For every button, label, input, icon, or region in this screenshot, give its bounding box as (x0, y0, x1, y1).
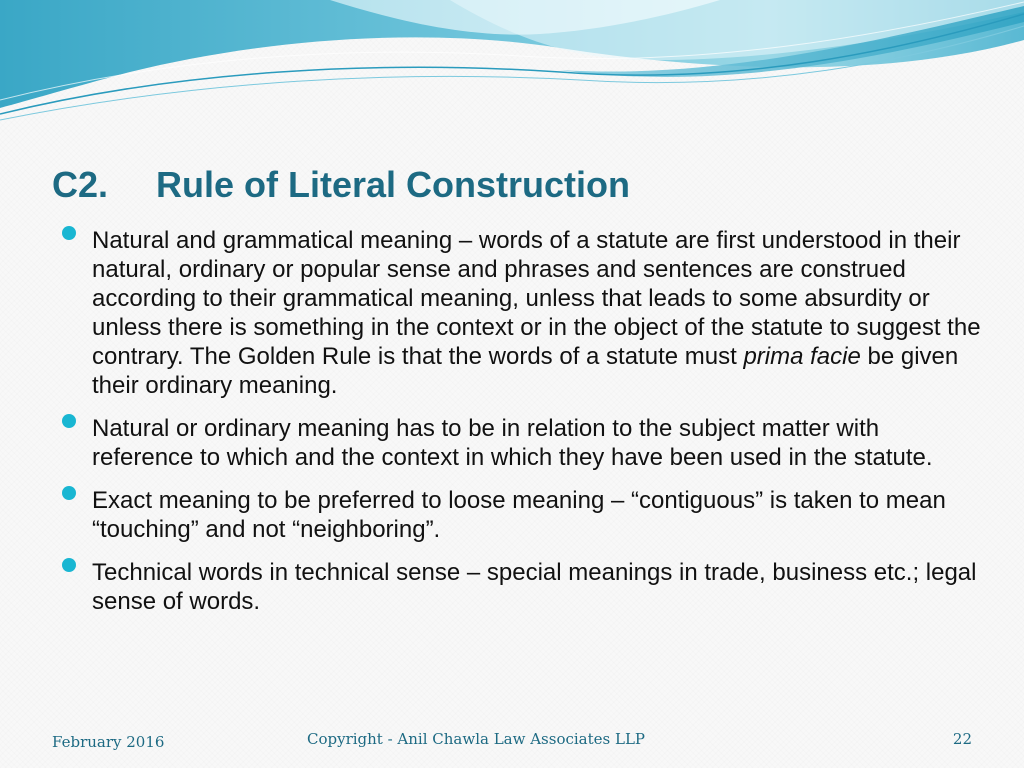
footer-copyright: Copyright - Anil Chawla Law Associates LLP (306, 730, 646, 748)
bullet-text: Technical words in technical sense – special meanings in trade, business etc.; legal sense of words. (92, 559, 977, 615)
slide-title (52, 163, 630, 207)
footer-page-number: 22 (952, 730, 972, 748)
title-number: C2. (52, 164, 109, 205)
header-wave-decoration (0, 0, 1024, 130)
bullet-text: Exact meaning to be preferred to loose meaning – “contiguous” is taken to mean “touching” and not “neighboring”. (92, 487, 946, 543)
title-text: Rule of Literal Construction (156, 164, 631, 205)
bullet-text-continued: be given their ordinary meaning. (92, 343, 959, 399)
bullet-item (62, 414, 982, 472)
bullet-item (62, 226, 982, 400)
bullet-dot-icon (62, 226, 76, 240)
bullet-text: Natural and grammatical meaning – words of a statute are first understood in their natural, ordinary or popular sense and phrases and sentences are construed according to their grammatical meaning, unless that leads to some absurdity or unless there is something in the context or in the object of the statute to suggest the contrary. The Golden Rule is that the words of a statute must (92, 227, 981, 370)
bullet-list (62, 226, 982, 630)
bullet-italic-text: prima facie (743, 343, 861, 370)
bullet-item (62, 486, 982, 544)
bullet-item (62, 558, 982, 616)
footer-date: February 2016 (52, 733, 165, 751)
bullet-text: Natural or ordinary meaning has to be in relation to the subject matter with reference to which and the context in which they have been used in the statute. (92, 415, 933, 471)
bullet-dot-icon (62, 486, 76, 500)
bullet-dot-icon (62, 558, 76, 572)
bullet-dot-icon (62, 414, 76, 428)
